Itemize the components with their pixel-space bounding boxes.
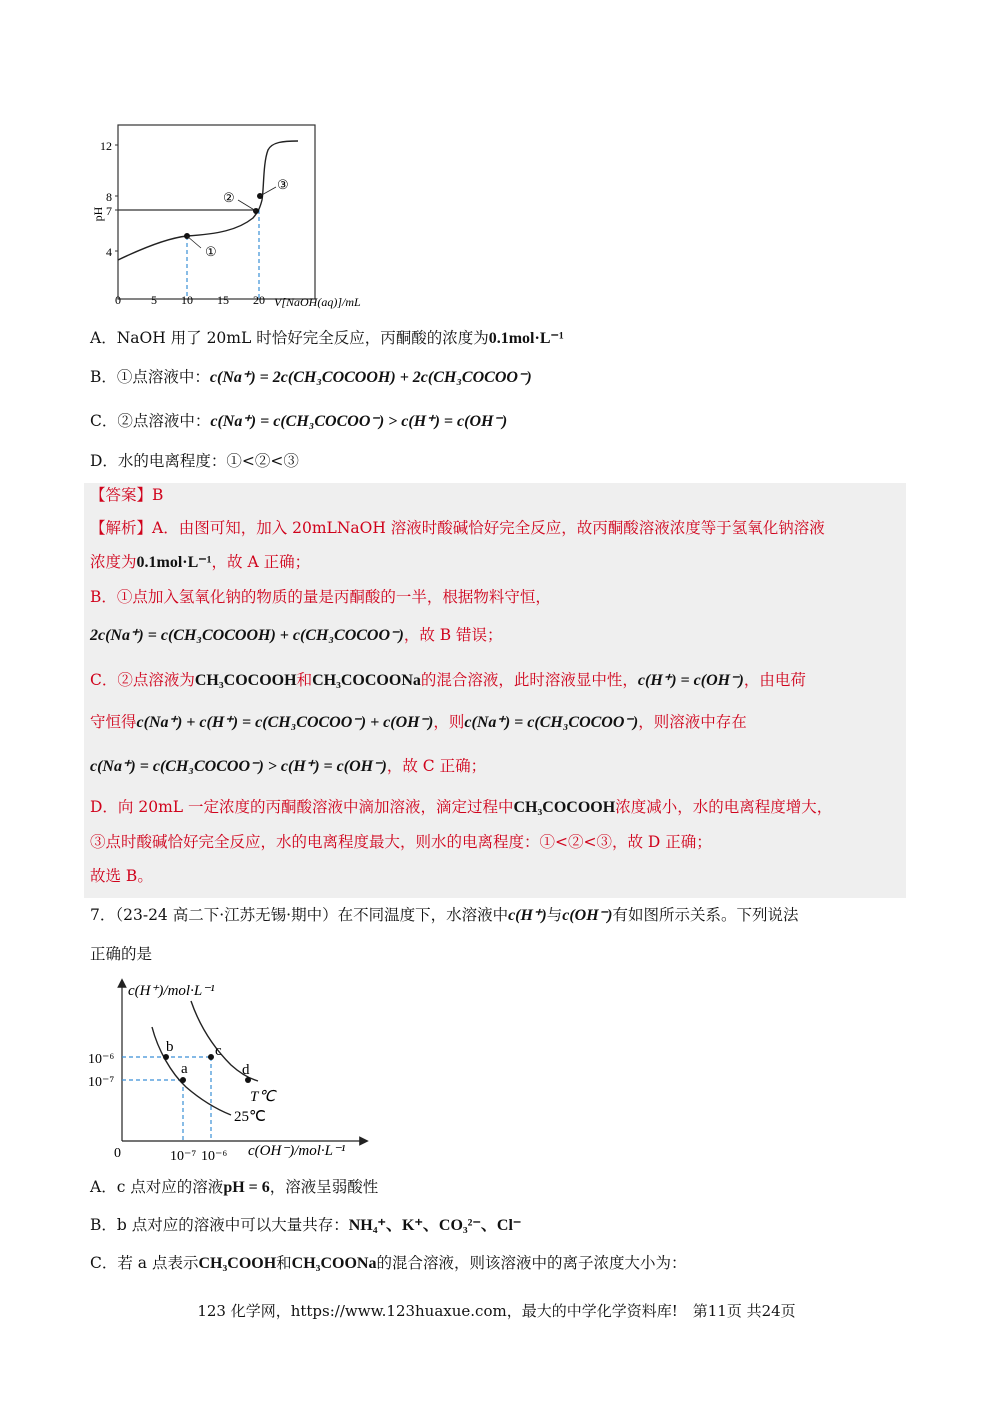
q7-c-f2: CH₃COONa (291, 1255, 377, 1272)
analysis-line-7 (90, 755, 486, 778)
analysis-line-8 (90, 796, 832, 819)
point-3-label: ③ (277, 177, 289, 192)
al5-a: C．②点溶液为 (90, 671, 195, 689)
al4-b: ，故 B 错误； (403, 626, 503, 644)
x-tick-15: 15 (217, 293, 229, 307)
x-tick-10: 10 (181, 293, 193, 307)
point-1-label: ① (205, 244, 217, 259)
al8-b: 浓度减小，水的电离程度增大， (615, 798, 833, 816)
al4-formula: 2c(Na⁺) = c(CH₃COCOOH) + c(CH₃COCOO⁻) (90, 627, 404, 644)
q7-stem-c: 有如图所示关系。下列说法 (612, 906, 799, 924)
x-axis-label: c(OH⁻)/mol·L⁻¹ (248, 1143, 346, 1159)
q7-a-text: A．c 点对应的溶液 (90, 1178, 224, 1196)
al2-formula: 0.1mol·L⁻¹ (136, 554, 212, 571)
x-tick-0: 0 (115, 293, 121, 307)
q6-option-c (90, 410, 507, 433)
analysis-line-3: B．①点加入氢氧化钠的物质的量是丙酮酸的一半，根据物料守恒， (90, 588, 551, 606)
y-tick-1e-6: 10⁻⁶ (88, 1052, 115, 1067)
al6-c: ，则溶液中存在 (638, 713, 747, 731)
point-2-label: ② (223, 190, 235, 205)
q7-option-b (90, 1214, 521, 1237)
point-a-label: a (181, 1061, 188, 1077)
q7-stem-f1: c(H⁺) (508, 907, 547, 924)
q6-option-b (90, 366, 532, 389)
analysis-line-6 (90, 711, 747, 734)
origin-label: 0 (114, 1146, 121, 1161)
q7-c-text: C．若 a 点表示 (90, 1254, 199, 1272)
titration-curve (118, 141, 298, 260)
q7-option-a (90, 1176, 378, 1199)
point-a (180, 1077, 186, 1083)
x-tick-1e-6: 10⁻⁶ (201, 1149, 228, 1164)
q6-b-text: B．①点溶液中： (90, 368, 210, 386)
q7-c-f1: CH₃COOH (198, 1255, 277, 1272)
q7-stem-b: 与 (546, 906, 563, 924)
al8-a: D．向 20mL 一定浓度的丙酮酸溶液中滴加溶液，滴定过程中 (90, 798, 514, 816)
analysis-line-1: 【解析】A．由图可知，加入 20mLNaOH 溶液时酸碱恰好完全反应，故丙酮酸溶液浓度等于氢氧化钠溶液 (90, 519, 825, 537)
point-b-label: b (166, 1039, 174, 1055)
q7-a-tail: ，溶液呈弱酸性 (269, 1178, 379, 1196)
al5-f3: c(H⁺) = c(OH⁻) (637, 672, 744, 689)
q6-c-text: C．②点溶液中： (90, 412, 211, 430)
analysis-line-5 (90, 669, 806, 692)
y-axis-label: pH (91, 206, 105, 222)
q7-b-formula: NH₄⁺、K⁺、CO₃²⁻、Cl⁻ (348, 1217, 522, 1234)
q6-option-a (90, 327, 564, 350)
y-tick-4: 4 (106, 245, 112, 259)
al8-formula: CH₃COCOOH (513, 799, 616, 816)
leader-2 (238, 200, 256, 211)
q6-b-formula: c(Na⁺) = 2c(CH₃COCOOH) + 2c(CH₃COCOO⁻) (209, 369, 532, 386)
q7-c-tail: 的混合溶液，则该溶液中的离子浓度大小为： (376, 1254, 687, 1272)
titration-chart (88, 118, 388, 318)
q7-stem-f2: c(OH⁻) (562, 907, 613, 924)
q6-option-d: D．水的电离程度：①<②<③ (90, 452, 299, 470)
al5-d: ，由电荷 (743, 671, 806, 689)
analysis-line-4 (90, 624, 503, 647)
q7-b-text: B．b 点对应的溶液中可以大量共存： (90, 1216, 349, 1234)
y-tick-12: 12 (100, 139, 112, 153)
al2-b: ，故 A 正确； (211, 553, 311, 571)
q7-stem-a: 7．（23-24 高二下·江苏无锡·期中）在不同温度下，水溶液中 (90, 906, 509, 924)
al2-a: 浓度为 (90, 553, 137, 571)
y-tick-8: 8 (106, 190, 112, 204)
al6-f1: c(Na⁺) + c(H⁺) = c(CH₃COCOO⁻) + c(OH⁻) (136, 714, 434, 731)
guides (122, 1057, 211, 1141)
point-c-label: c (215, 1043, 222, 1059)
y-tick-1e-7: 10⁻⁷ (88, 1075, 115, 1090)
al7-b: ，故 C 正确； (386, 757, 487, 775)
answer-line: 【答案】B (90, 486, 164, 504)
q7-stem-1 (90, 904, 798, 927)
q6-c-formula: c(Na⁺) = c(CH₃COCOO⁻) > c(H⁺) = c(OH⁻) (210, 413, 508, 430)
al7-formula: c(Na⁺) = c(CH₃COCOO⁻) > c(H⁺) = c(OH⁻) (90, 758, 387, 775)
curve-25c (152, 1027, 231, 1115)
analysis-line-10: 故选 B。 (90, 867, 153, 885)
al6-a: 守恒得 (90, 713, 137, 731)
al5-b: 和 (296, 671, 313, 689)
x-tick-5: 5 (151, 293, 157, 307)
x-tick-1e-7: 10⁻⁷ (170, 1149, 197, 1164)
point-d-label: d (242, 1062, 250, 1078)
q6-a-formula: 0.1mol·L⁻¹ (488, 330, 564, 347)
kw-chart (86, 975, 376, 1170)
al5-f2: CH₃COCOONa (312, 672, 421, 689)
curve-tc-label: T℃ (250, 1089, 276, 1105)
q7-c-and: 和 (276, 1254, 292, 1272)
y-axis-label: c(H⁺)/mol·L⁻¹ (128, 983, 215, 999)
leader-1 (187, 236, 201, 248)
curve-25c-label: 25℃ (234, 1109, 266, 1125)
chart-frame (118, 125, 315, 299)
al5-c: 的混合溶液，此时溶液显中性， (420, 671, 638, 689)
analysis-line-9: ③点时酸碱恰好完全反应，水的电离程度最大，则水的电离程度：①<②<③，故 D 正确； (90, 833, 712, 851)
q7-option-c (90, 1252, 686, 1275)
al5-f1: CH₃COCOOH (194, 672, 297, 689)
al6-b: ，则 (433, 713, 465, 731)
q7-a-formula: pH = 6 (223, 1179, 270, 1196)
q6-a-text: A．NaOH 用了 20mL 时恰好完全反应，丙酮酸的浓度为 (90, 329, 489, 347)
x-axis-label: V[NaOH(aq)]/mL (274, 295, 361, 309)
al6-f2: c(Na⁺) = c(CH₃COCOO⁻) (464, 714, 639, 731)
analysis-line-2 (90, 551, 310, 574)
page-footer: 123 化学网，https://www.123huaxue.com，最大的中学化学资料库! 第11页 共24页 (197, 1302, 796, 1320)
point-c (208, 1054, 214, 1060)
y-tick-7: 7 (106, 204, 112, 218)
x-tick-20: 20 (253, 293, 265, 307)
q7-stem-2: 正确的是 (90, 945, 153, 963)
